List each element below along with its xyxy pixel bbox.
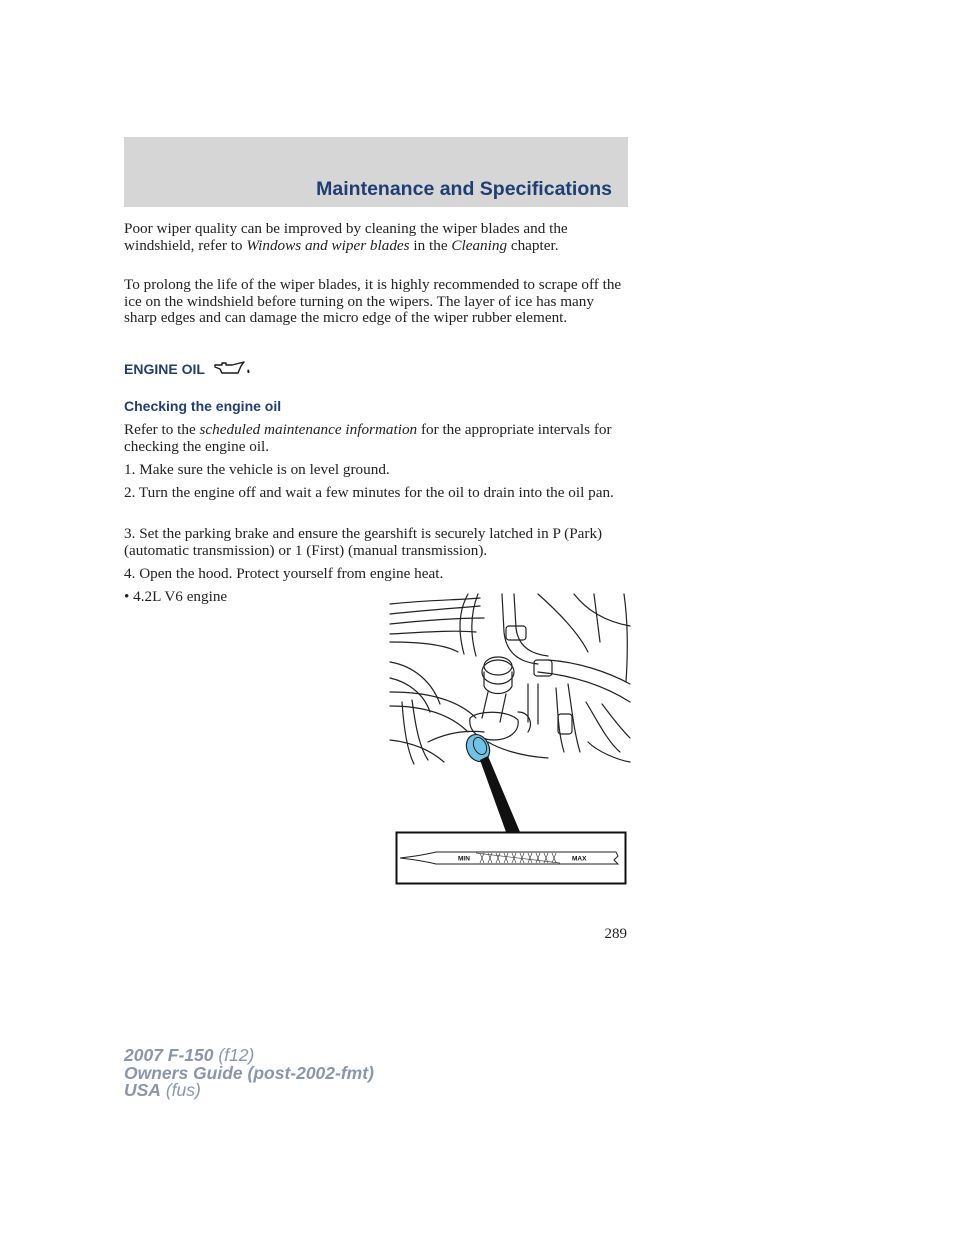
footer-line-1: 2007 F-150 (f12): [124, 1045, 255, 1065]
dipstick-max-label: MAX: [572, 855, 587, 863]
step-3: 3. Set the parking brake and ensure the gearshift is securely latched in P (Park) (automatic transmission) or 1 (First) (manual transmission).: [124, 525, 603, 559]
oil-intro-paragraph: Refer to the scheduled maintenance information for the appropriate intervals for checking the engine oil.: [124, 421, 612, 455]
document-footer: [124, 1047, 374, 1100]
footer-line-3: USA (fus): [124, 1080, 201, 1100]
dipstick-drawing: [400, 852, 618, 864]
wiper-paragraph-2: To prolong the life of the wiper blades, it is highly recommended to scrape off the ice on the windshield before turning on the wipers. The layer of ice has many sharp edges and can damage the micro edge of the wiper rubber element.: [124, 276, 622, 327]
dipstick-min-label: MIN: [458, 855, 470, 863]
footer-line-2: Owners Guide (post-2002-fmt): [124, 1062, 374, 1083]
section-title: Maintenance and Specifications: [316, 178, 612, 200]
link-scheduled-maintenance: scheduled maintenance information: [199, 421, 418, 438]
wiper-paragraph-1: Poor wiper quality can be improved by cleaning the wiper blades and the windshield, refer to Windows and wiper blades in the Cleaning chapter.: [124, 220, 568, 254]
oil-can-icon: [213, 360, 253, 376]
step-1: 1. Make sure the vehicle is on level ground.: [124, 461, 390, 478]
engine-oil-heading: ENGINE OIL: [124, 360, 253, 377]
page-number: 289: [604, 926, 627, 942]
engine-compartment-drawing: [388, 592, 631, 888]
checking-engine-oil-subheading: Checking the engine oil: [124, 398, 282, 414]
step-2: 2. Turn the engine off and wait a few minutes for the oil to drain into the oil pan.: [124, 484, 614, 501]
section-header-band: [124, 137, 628, 207]
engine-dipstick-illustration: [388, 592, 631, 888]
link-windows-wiper-blades: Windows and wiper blades: [246, 236, 410, 254]
engine-bullet: • 4.2L V6 engine: [124, 588, 228, 605]
step-4: 4. Open the hood. Protect yourself from engine heat.: [124, 565, 444, 582]
callout-pointer: [480, 756, 520, 832]
link-cleaning: Cleaning: [451, 236, 508, 254]
